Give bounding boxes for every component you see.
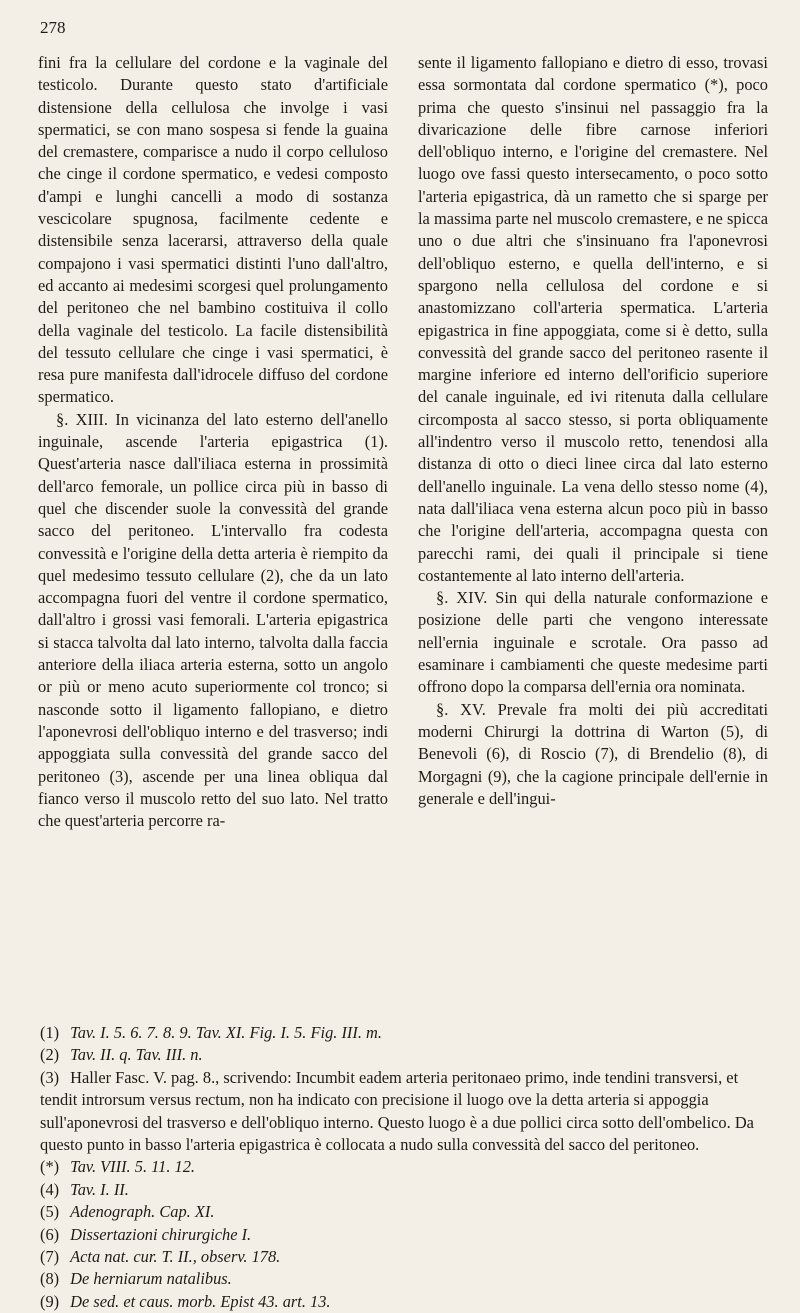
- footnote: [40, 1067, 770, 1157]
- footnote: [40, 1224, 770, 1246]
- footnote-mark: (9): [40, 1291, 60, 1311]
- footnote-text: Haller Fasc. V. pag. 8., scrivendo: Incumbit eadem arteria peritonaeo primo, inde tendini transversi, et tendit introrsum versus rectum, non ha indicato con precisione il luogo ove la detta arteria si appoggia sull'aponevrosi del trasverso e dell'obliquo interno. Questo luogo è a due pollici circa sotto dell'ombelico. Da questo punto in basso l'arteria epigastrica è collocata a nudo sulla convessità del sacco del peritoneo.: [40, 1067, 754, 1155]
- paragraph: §. XIV. Sin qui della naturale conformazione e posizione delle parti che vengono interessate nell'ernia inguinale e scrotale. Ora passo ad esaminare i cambiamenti che queste medesime parti offrono dopo la comparsa dell'ernia ora nominata.: [418, 588, 768, 697]
- page-number: 278: [40, 18, 66, 37]
- footnote: [40, 1246, 770, 1268]
- footnote-text: Tav. II. q. Tav. III. n.: [70, 1045, 203, 1065]
- footnote-text: Dissertazioni chirurgiche I.: [70, 1224, 252, 1244]
- footnote-mark: (5): [40, 1202, 60, 1222]
- footnote: [40, 1179, 770, 1201]
- footnote-text: Tav. I. 5. 6. 7. 8. 9. Tav. XI. Fig. I. 5. Fig. III. m.: [70, 1023, 382, 1042]
- footnote: [40, 1201, 770, 1223]
- paragraph: §. XV. Prevale fra molti dei più accreditati moderni Chirurgi la dottrina di Warton (5), di Benevoli (6), di Roscio (7), di Brendelio (8), di Morgagni (9), che la cagione principale dell'ernie in generale e dell'ingui-: [418, 699, 768, 808]
- footnote-mark: (8): [40, 1269, 60, 1289]
- footnote-text: Tav. I. II.: [70, 1179, 129, 1199]
- footnotes: [40, 1022, 770, 1313]
- footnote-text: Tav. VIII. 5. 11. 12.: [70, 1157, 195, 1177]
- paragraph: sente il ligamento fallopiano e dietro di esso, trovasi essa sormontata dal cordone spermatico (*), poco prima che questo s'insinui nel passaggio fra la divaricazione delle fibre carnose inferiori dell'obliquo interno, e l'origine del cremastere. Nel luogo ove fassi questo intersecamento, o poco sotto l'arteria epigastrica, dà un rametto che si sparge per la massima parte nel muscolo cremastere, e ne spicca uno o due altri che s'insinuano fra l'aponevrosi dell'obliquo esterno, e quella dell'interno, e si spargono nella cellulosa del cordone e si anastomizzano coll'arteria spermatica. L'arteria epigastrica in fine appoggiata, come si è detto, sulla convessità del grande sacco del peritoneo rasente il margine inferiore ed interno dell'orificio superiore del canale inguinale, ed ivi ritenuta dalla cellulare circomposta al sacco stesso, si porta obliquamente all'indentro verso il muscolo retto, tenendosi alla distanza di otto o dieci linee circa dal lato esterno dell'anello inguinale. La vena dello stesso nome (4), nata dall'iliaca vena esterna alcun poco più in basso che l'origine dell'arteria, accompagna questa con parecchi rami, dei quali il principale si tiene costantemente al lato interno dell'arteria.: [418, 53, 768, 585]
- footnote-mark: (3): [40, 1067, 60, 1087]
- paragraph: §. XIII. In vicinanza del lato esterno dell'anello inguinale, ascende l'arteria epigastrica (1). Quest'arteria nasce dall'iliaca esterna in prossimità dell'arco femorale, un pollice circa più in basso di quel che discender suole la convessità del grande sacco del peritoneo. L'intervallo fra codesta convessità e l'origine della detta arteria è riempito da quel medesimo tessuto cellulare (2), che da un lato accompagna fuori del ventre il cordone spermatico, dall'altro i grossi vasi femorali. L'arteria epigastrica si stacca talvolta dal lato interno, talvolta dalla faccia anteriore della iliaca arteria esterna, sotto un angolo or più or meno acuto superiormente col tronco; si nasconde sotto il ligamento fallopiano, e dietro l'aponevrosi dell'obliquo interno e del trasverso; indi appoggiata sulla convessità del grande sacco del peritoneo (3), ascende per una linea obliqua dal fianco verso il muscolo retto del suo lato. Nel tratto che quest'arteria percorre ra-: [38, 409, 388, 831]
- footnote-text: Adenograph. Cap. XI.: [70, 1202, 215, 1222]
- footnote-mark: (6): [40, 1224, 60, 1244]
- footnote: [40, 1291, 770, 1313]
- footnote-mark: (7): [40, 1247, 60, 1267]
- paragraph: fini fra la cellulare del cordone e la vaginale del testicolo. Durante questo stato d'artificiale distensione della cellulosa che involge i vasi spermatici, se con mano sospesa si fende la guaina del cremastere, comparisce a nudo il corpo celluloso che cinge il cordone spermatico, e vedesi composto d'ampi e lunghi cancelli a modo di sostanza vescicolare spugnosa, facilmente cedente e distensibile senza lacerarsi, attraverso della quale compajono i vasi spermatici distinti l'uno dall'altro, ed accanto ai medesimi scorgesi quel prolungamento del peritoneo che nel bambino costituiva il collo della vaginale del testicolo. La facile distensibilità del tessuto cellulare che cinge i vasi spermatici, è resa pure manifesta dall'idrocele diffuso del cordone spermatico.: [38, 53, 388, 407]
- footnote-mark: (2): [40, 1045, 60, 1065]
- footnote-text: De herniarum natalibus.: [70, 1269, 232, 1289]
- left-column: [38, 52, 388, 832]
- footnote-mark: (*): [40, 1157, 60, 1177]
- footnote-mark: (1): [40, 1023, 60, 1042]
- footnote-text: Acta nat. cur. T. II., observ. 178.: [70, 1247, 281, 1267]
- footnote-text: De sed. et caus. morb. Epist 43. art. 13.: [70, 1291, 331, 1311]
- footnote: [40, 1156, 770, 1178]
- footnote-mark: (4): [40, 1179, 60, 1199]
- right-column: [418, 52, 768, 810]
- footnote: [40, 1268, 770, 1290]
- footnote: [40, 1022, 770, 1044]
- footnote: [40, 1044, 770, 1066]
